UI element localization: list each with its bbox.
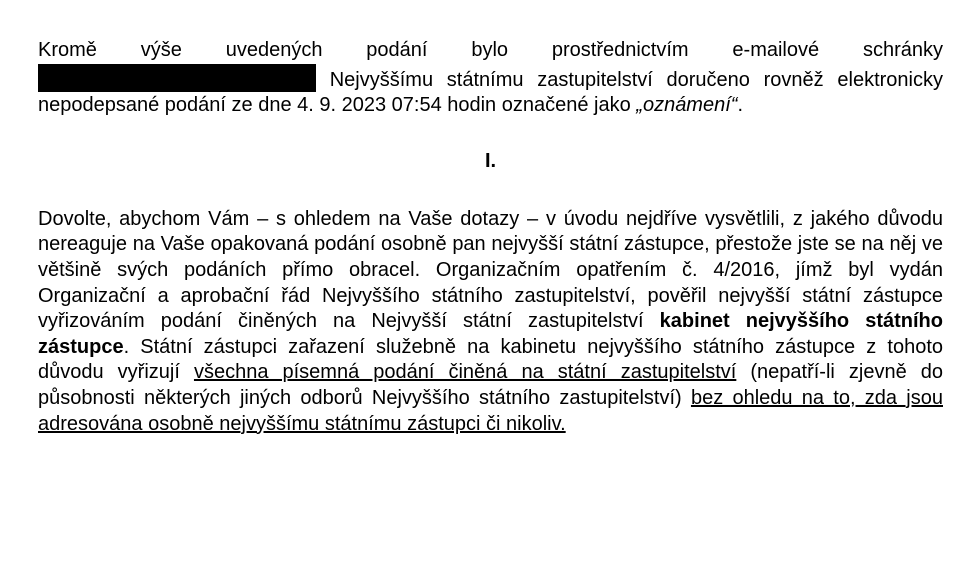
paragraph2-text-2: . Státní zástupci zařazení služebně na kabinetu nejvyššího státního zástupce z tohoto důvodu vyřizují xyxy=(38,335,943,384)
paragraph1-text-middle: Nejvyššímu státnímu zastupitelství doručeno rovněž elektronicky nepodepsané podání ze dne 4. 9. 2023 07:54 hodin označené jako xyxy=(38,68,943,117)
paragraph-explanation xyxy=(38,207,943,437)
paragraph2-text-3: (nepatří-li zjevně do působnosti některých jiných odborů Nejvyššího státního zastupitelství) xyxy=(38,361,944,409)
paragraph1-end: . xyxy=(737,94,743,117)
underlined-all-submissions: všechna písemná podání činěná na státní zastupitelství xyxy=(193,361,737,384)
bold-kabinet: kabinet nejvyššího státního zástupce xyxy=(38,310,943,358)
document-page xyxy=(38,38,943,437)
quoted-label-oznameni: „oznámení“ xyxy=(636,94,738,117)
section-heading: I. xyxy=(484,149,497,172)
paragraph-email-submission xyxy=(38,38,943,119)
paragraph2-text-1: Dovolte, abychom Vám – s ohledem na Vaše dotazy – v úvodu nejdříve vysvětlili, z jakého důvodu nereaguje na Vaše opakovaná podání osobně pan nejvyšší státní zástupce, přestože jste se na něj ve většině svých podáních přímo obracel. Organizačním opatřením č. 4/2016, jímž byl vydán Organizační a aprobační řád Nejvyššího státního zastupitelství, pověřil nejvyšší státní zástupce vyřizováním podání činěných na Nejvyšší státní zastupitelství xyxy=(38,207,943,333)
paragraph1-text-start: Kromě výše uvedených podání bylo prostřednictvím e-mailové schránky xyxy=(38,39,943,61)
underlined-regardless-addressee: bez ohledu na to, zda jsou adresována osobně nejvyššímu státnímu zástupci či nikoliv. xyxy=(38,386,943,435)
redacted-email-box xyxy=(38,64,316,92)
